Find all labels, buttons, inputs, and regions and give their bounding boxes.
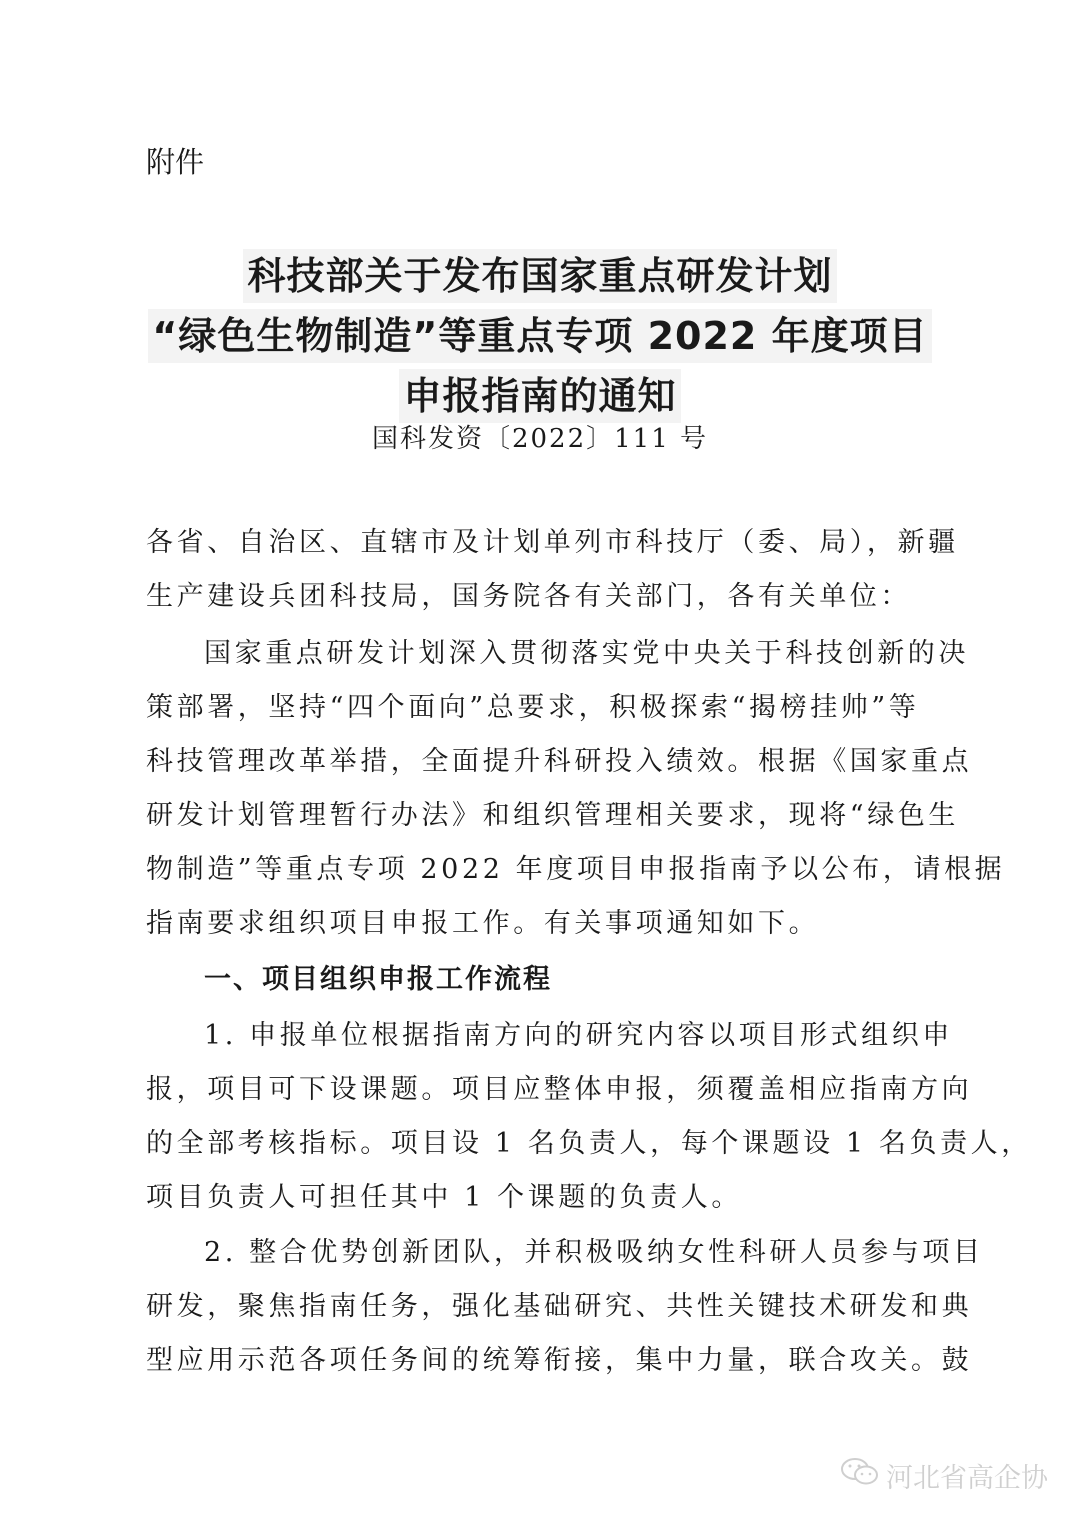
item-2-paragraph bbox=[146, 1226, 984, 1388]
text-line: 科技管理改革举措，全面提升科研投入绩效。根据《国家重点 bbox=[146, 746, 973, 777]
text-line: 型应用示范各项任务间的统筹衔接，集中力量，联合攻关。鼓 bbox=[146, 1345, 973, 1376]
attachment-label: 附件 bbox=[146, 145, 205, 179]
watermark bbox=[840, 1456, 1048, 1495]
wechat-icon bbox=[840, 1456, 880, 1495]
text-line: 生产建设兵团科技局，国务院各有关部门，各有关单位： bbox=[146, 581, 911, 612]
text-line: 国家重点研发计划深入贯彻落实党中央关于科技创新的决 bbox=[204, 638, 969, 669]
salutation bbox=[146, 516, 959, 624]
text-line: 研发计划管理暂行办法》和组织管理相关要求，现将“绿色生 bbox=[146, 800, 960, 831]
text-line: 1. 申报单位根据指南方向的研究内容以项目形式组织申 bbox=[204, 1020, 953, 1051]
title-line-3: 申报指南的通知 bbox=[399, 369, 680, 423]
title-line-2: “绿色生物制造”等重点专项 2022 年度项目 bbox=[148, 309, 931, 363]
text-line: 的全部考核指标。项目设 1 名负责人，每个课题设 1 名负责人， bbox=[146, 1128, 1032, 1159]
section-1-heading bbox=[146, 953, 938, 1007]
document-number: 国科发资〔2022〕111 号 bbox=[371, 424, 709, 454]
text-line: 项目负责人可担任其中 1 个课题的负责人。 bbox=[146, 1182, 742, 1213]
text-line: 各省、自治区、直辖市及计划单列市科技厅（委、局），新疆 bbox=[146, 527, 959, 558]
item-1-paragraph bbox=[146, 1009, 1032, 1225]
text-line: 报，项目可下设课题。项目应整体申报，须覆盖相应指南方向 bbox=[146, 1074, 973, 1105]
intro-paragraph bbox=[146, 627, 1006, 951]
text-line: 指南要求组织项目申报工作。有关事项通知如下。 bbox=[146, 908, 820, 939]
text-line: 策部署，坚持“四个面向”总要求，积极探索“揭榜挂帅”等 bbox=[146, 692, 920, 723]
text-line: 物制造”等重点专项 2022 年度项目申报指南予以公布，请根据 bbox=[146, 854, 1006, 885]
watermark-text: 河北省高企协 bbox=[886, 1463, 1048, 1494]
document-title bbox=[0, 246, 1080, 426]
title-line-1: 科技部关于发布国家重点研发计划 bbox=[243, 249, 836, 303]
section-heading: 一、项目组织申报工作流程 bbox=[204, 964, 552, 995]
text-line: 2. 整合优势创新团队，并积极吸纳女性科研人员参与项目 bbox=[204, 1237, 984, 1268]
text-line: 研发，聚焦指南任务，强化基础研究、共性关键技术研发和典 bbox=[146, 1291, 973, 1322]
